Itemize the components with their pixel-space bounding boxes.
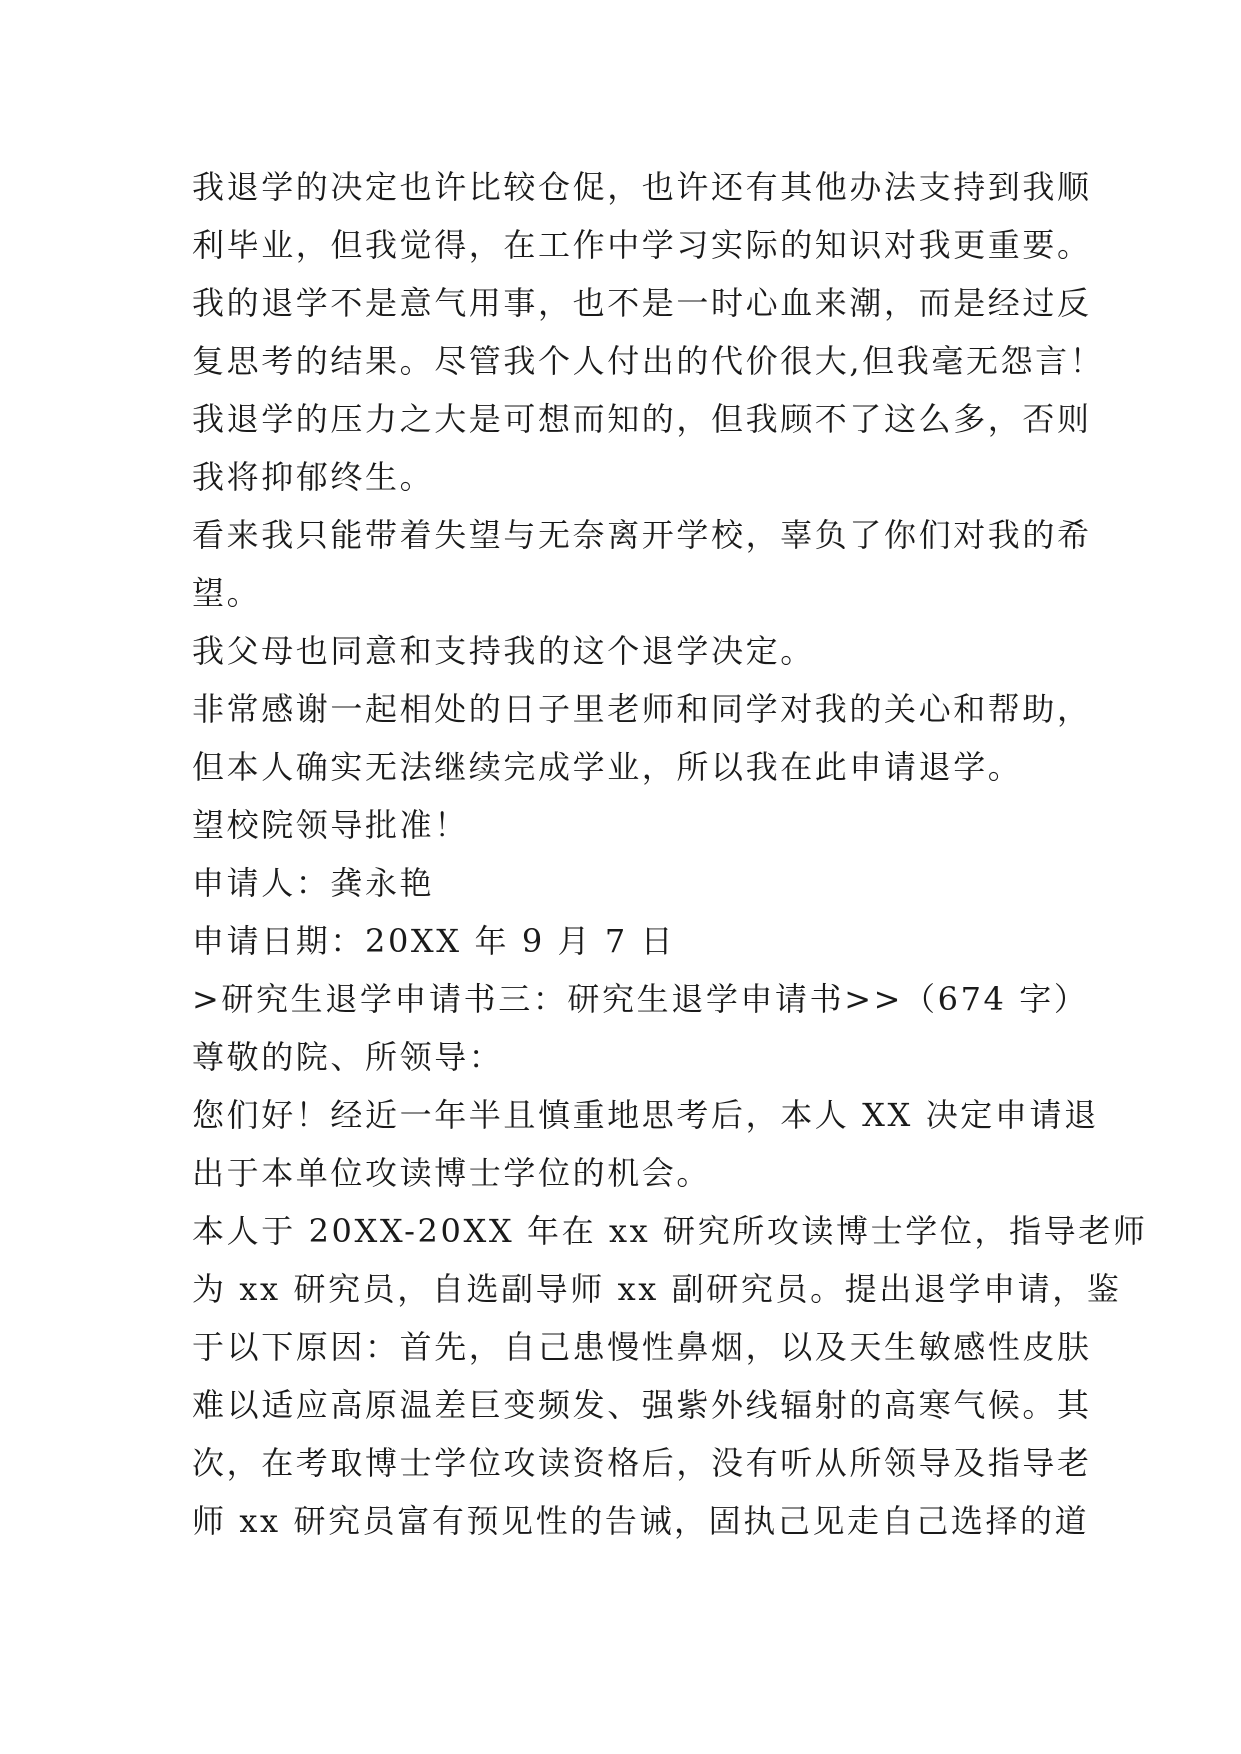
text-line: 利毕业，但我觉得，在工作中学习实际的知识对我更重要。 bbox=[192, 226, 1092, 264]
text-line: 您们好！经近一年半且慎重地思考后，本人 XX 决定申请退 bbox=[192, 1096, 1099, 1134]
text-line: 出于本单位攻读博士学位的机会。 bbox=[192, 1154, 712, 1192]
text-line: 看来我只能带着失望与无奈离开学校，辜负了你们对我的希 bbox=[192, 516, 1092, 554]
application-date-line: 申请日期：20XX 年 9 月 7 日 bbox=[192, 922, 676, 960]
text-line: 我退学的压力之大是可想而知的，但我顾不了这么多，否则 bbox=[192, 400, 1092, 438]
text-line: 但本人确实无法继续完成学业，所以我在此申请退学。 bbox=[192, 748, 1023, 786]
text-line: 难以适应高原温差巨变频发、强紫外线辐射的高寒气候。其 bbox=[192, 1386, 1092, 1424]
text-line: 望校院领导批准！ bbox=[192, 806, 469, 844]
text-line: 望。 bbox=[192, 574, 262, 612]
document-body bbox=[192, 158, 1148, 1550]
text-line: 我的退学不是意气用事，也不是一时心血来潮，而是经过反 bbox=[192, 284, 1092, 322]
applicant-line: 申请人：龚永艳 bbox=[192, 864, 435, 902]
section-heading: >研究生退学申请书三：研究生退学申请书>>（674 字） bbox=[192, 980, 1089, 1018]
text-line: 我将抑郁终生。 bbox=[192, 458, 435, 496]
text-line: 于以下原因：首先，自己患慢性鼻烟，以及天生敏感性皮肤 bbox=[192, 1328, 1092, 1366]
text-line: 非常感谢一起相处的日子里老师和同学对我的关心和帮助， bbox=[192, 690, 1092, 728]
text-line: 我父母也同意和支持我的这个退学决定。 bbox=[192, 632, 815, 670]
text-line: 我退学的决定也许比较仓促，也许还有其他办法支持到我顺 bbox=[192, 168, 1092, 206]
text-line: 本人于 20XX-20XX 年在 xx 研究所攻读博士学位，指导老师 bbox=[192, 1212, 1148, 1250]
text-line: 次，在考取博士学位攻读资格后，没有听从所领导及指导老 bbox=[192, 1444, 1092, 1482]
text-line: 为 xx 研究员，自选副导师 xx 副研究员。提出退学申请，鉴 bbox=[192, 1270, 1122, 1308]
text-line: 复思考的结果。尽管我个人付出的代价很大,但我毫无怨言！ bbox=[192, 342, 1105, 380]
text-line: 师 xx 研究员富有预见性的告诫，固执己见走自己选择的道 bbox=[192, 1502, 1090, 1540]
salutation-line: 尊敬的院、所领导： bbox=[192, 1038, 504, 1076]
